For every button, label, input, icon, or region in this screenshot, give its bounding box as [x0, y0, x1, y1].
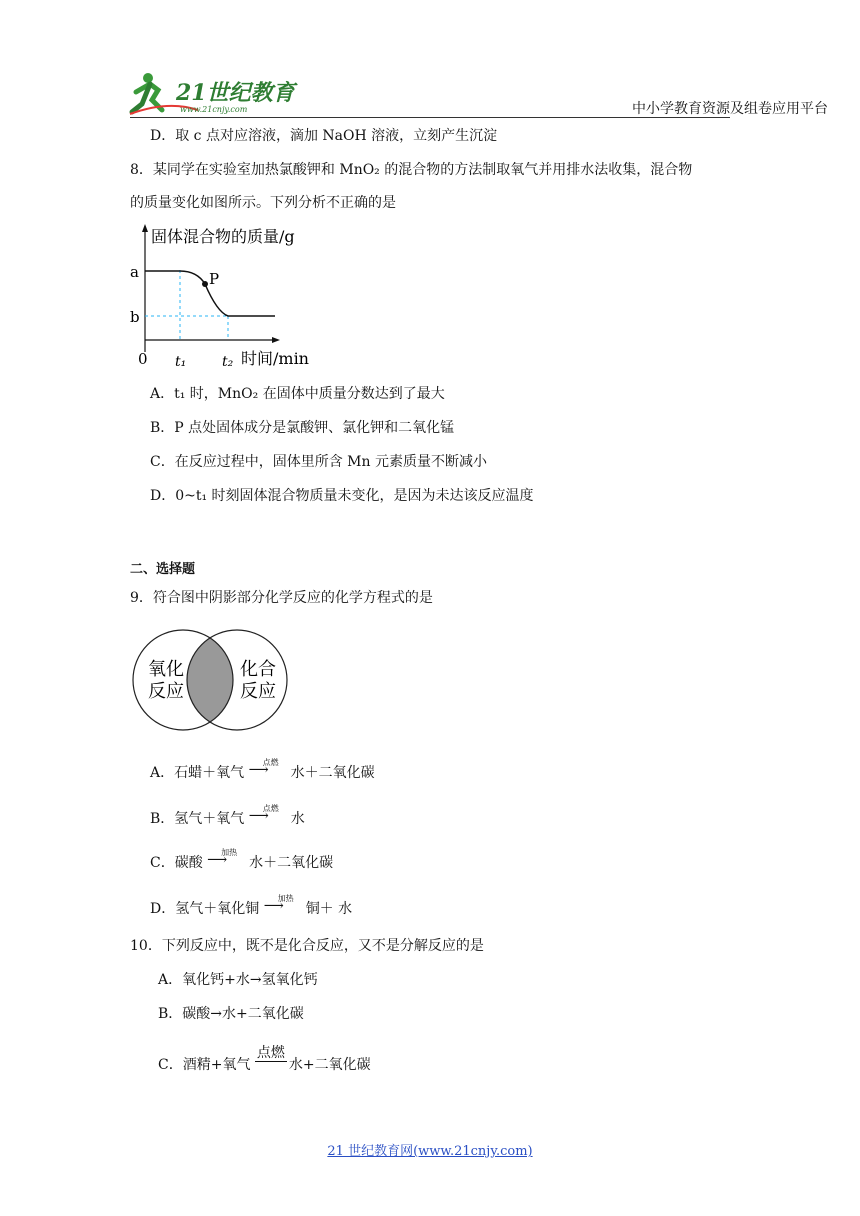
prev-option-d: D．取 c 点对应溶液，滴加 NaOH 溶液，立刻产生沉淀 — [150, 128, 498, 144]
label-origin: 0 — [138, 350, 148, 368]
label-a: a — [130, 263, 139, 281]
venn-diagram — [128, 625, 293, 735]
label-t2: t₂ — [222, 354, 234, 370]
q9-option-d: D．氢气＋氧化铜 加热 ⟶ 铜＋ 水 — [150, 894, 353, 917]
svg-text:氧化: 氧化 — [148, 659, 184, 680]
q9-option-c: C．碳酸 加热 ⟶ 水＋二氧化碳 — [150, 848, 334, 871]
svg-text:反应: 反应 — [240, 681, 276, 702]
q10-option-c: C．酒精+氧气 点燃 水+二氧化碳 — [158, 1045, 371, 1073]
q8-stem-line2: 的质量变化如图所示。下列分析不正确的是 — [130, 195, 396, 211]
footer — [0, 1140, 860, 1159]
svg-text:反应: 反应 — [148, 681, 184, 702]
q8-option-c: C．在反应过程中，固体里所含 Mn 元素质量不断减小 — [150, 454, 487, 470]
label-t1: t₁ — [175, 354, 187, 370]
label-p: P — [209, 270, 220, 288]
q9-stem: 9．符合图中阴影部分化学反应的化学方程式的是 — [130, 590, 433, 606]
q9-option-b: B．氢气＋氧气 点燃 ⟶ 水 — [150, 804, 305, 827]
graph-y-label: 固体混合物的质量/g — [151, 227, 295, 246]
svg-text:21世纪教育: 21世纪教育 — [176, 80, 295, 106]
site-logo — [128, 70, 308, 120]
graph-x-label: 时间/min — [241, 349, 309, 368]
label-b: b — [130, 308, 140, 326]
mass-time-graph — [125, 222, 325, 372]
q8-stem-line1: 8．某同学在实验室加热氯酸钾和 MnO₂ 的混合物的方法制取氧气并用排水法收集，混合物 — [130, 162, 693, 178]
q10-option-b: B．碳酸→水+二氧化碳 — [158, 1006, 304, 1022]
q10-stem: 10．下列反应中，既不是化合反应，又不是分解反应的是 — [130, 938, 484, 954]
q9-option-a: A．石蜡＋氧气 点燃 ⟶ 水＋二氧化碳 — [150, 758, 375, 781]
point-p — [202, 281, 208, 287]
q8-option-a: A．t₁ 时，MnO₂ 在固体中质量分数达到了最大 — [150, 386, 445, 402]
platform-name: 中小学教育资源及组卷应用平台 — [632, 101, 828, 117]
svg-text:www.21cnjy.com: www.21cnjy.com — [180, 105, 248, 114]
q10-option-a: A．氧化钙+水→氢氧化钙 — [158, 972, 318, 988]
svg-text:化合: 化合 — [240, 659, 276, 680]
q8-option-d: D．0~t₁ 时刻固体混合物质量未变化，是因为未达该反应温度 — [150, 488, 534, 504]
footer-link[interactable]: 21 世纪教育网(www.21cnjy.com) — [327, 1144, 533, 1159]
section-title: 二、选择题 — [130, 562, 196, 577]
header-divider — [130, 117, 730, 118]
q8-option-b: B．P 点处固体成分是氯酸钾、氯化钾和二氧化锰 — [150, 420, 455, 436]
